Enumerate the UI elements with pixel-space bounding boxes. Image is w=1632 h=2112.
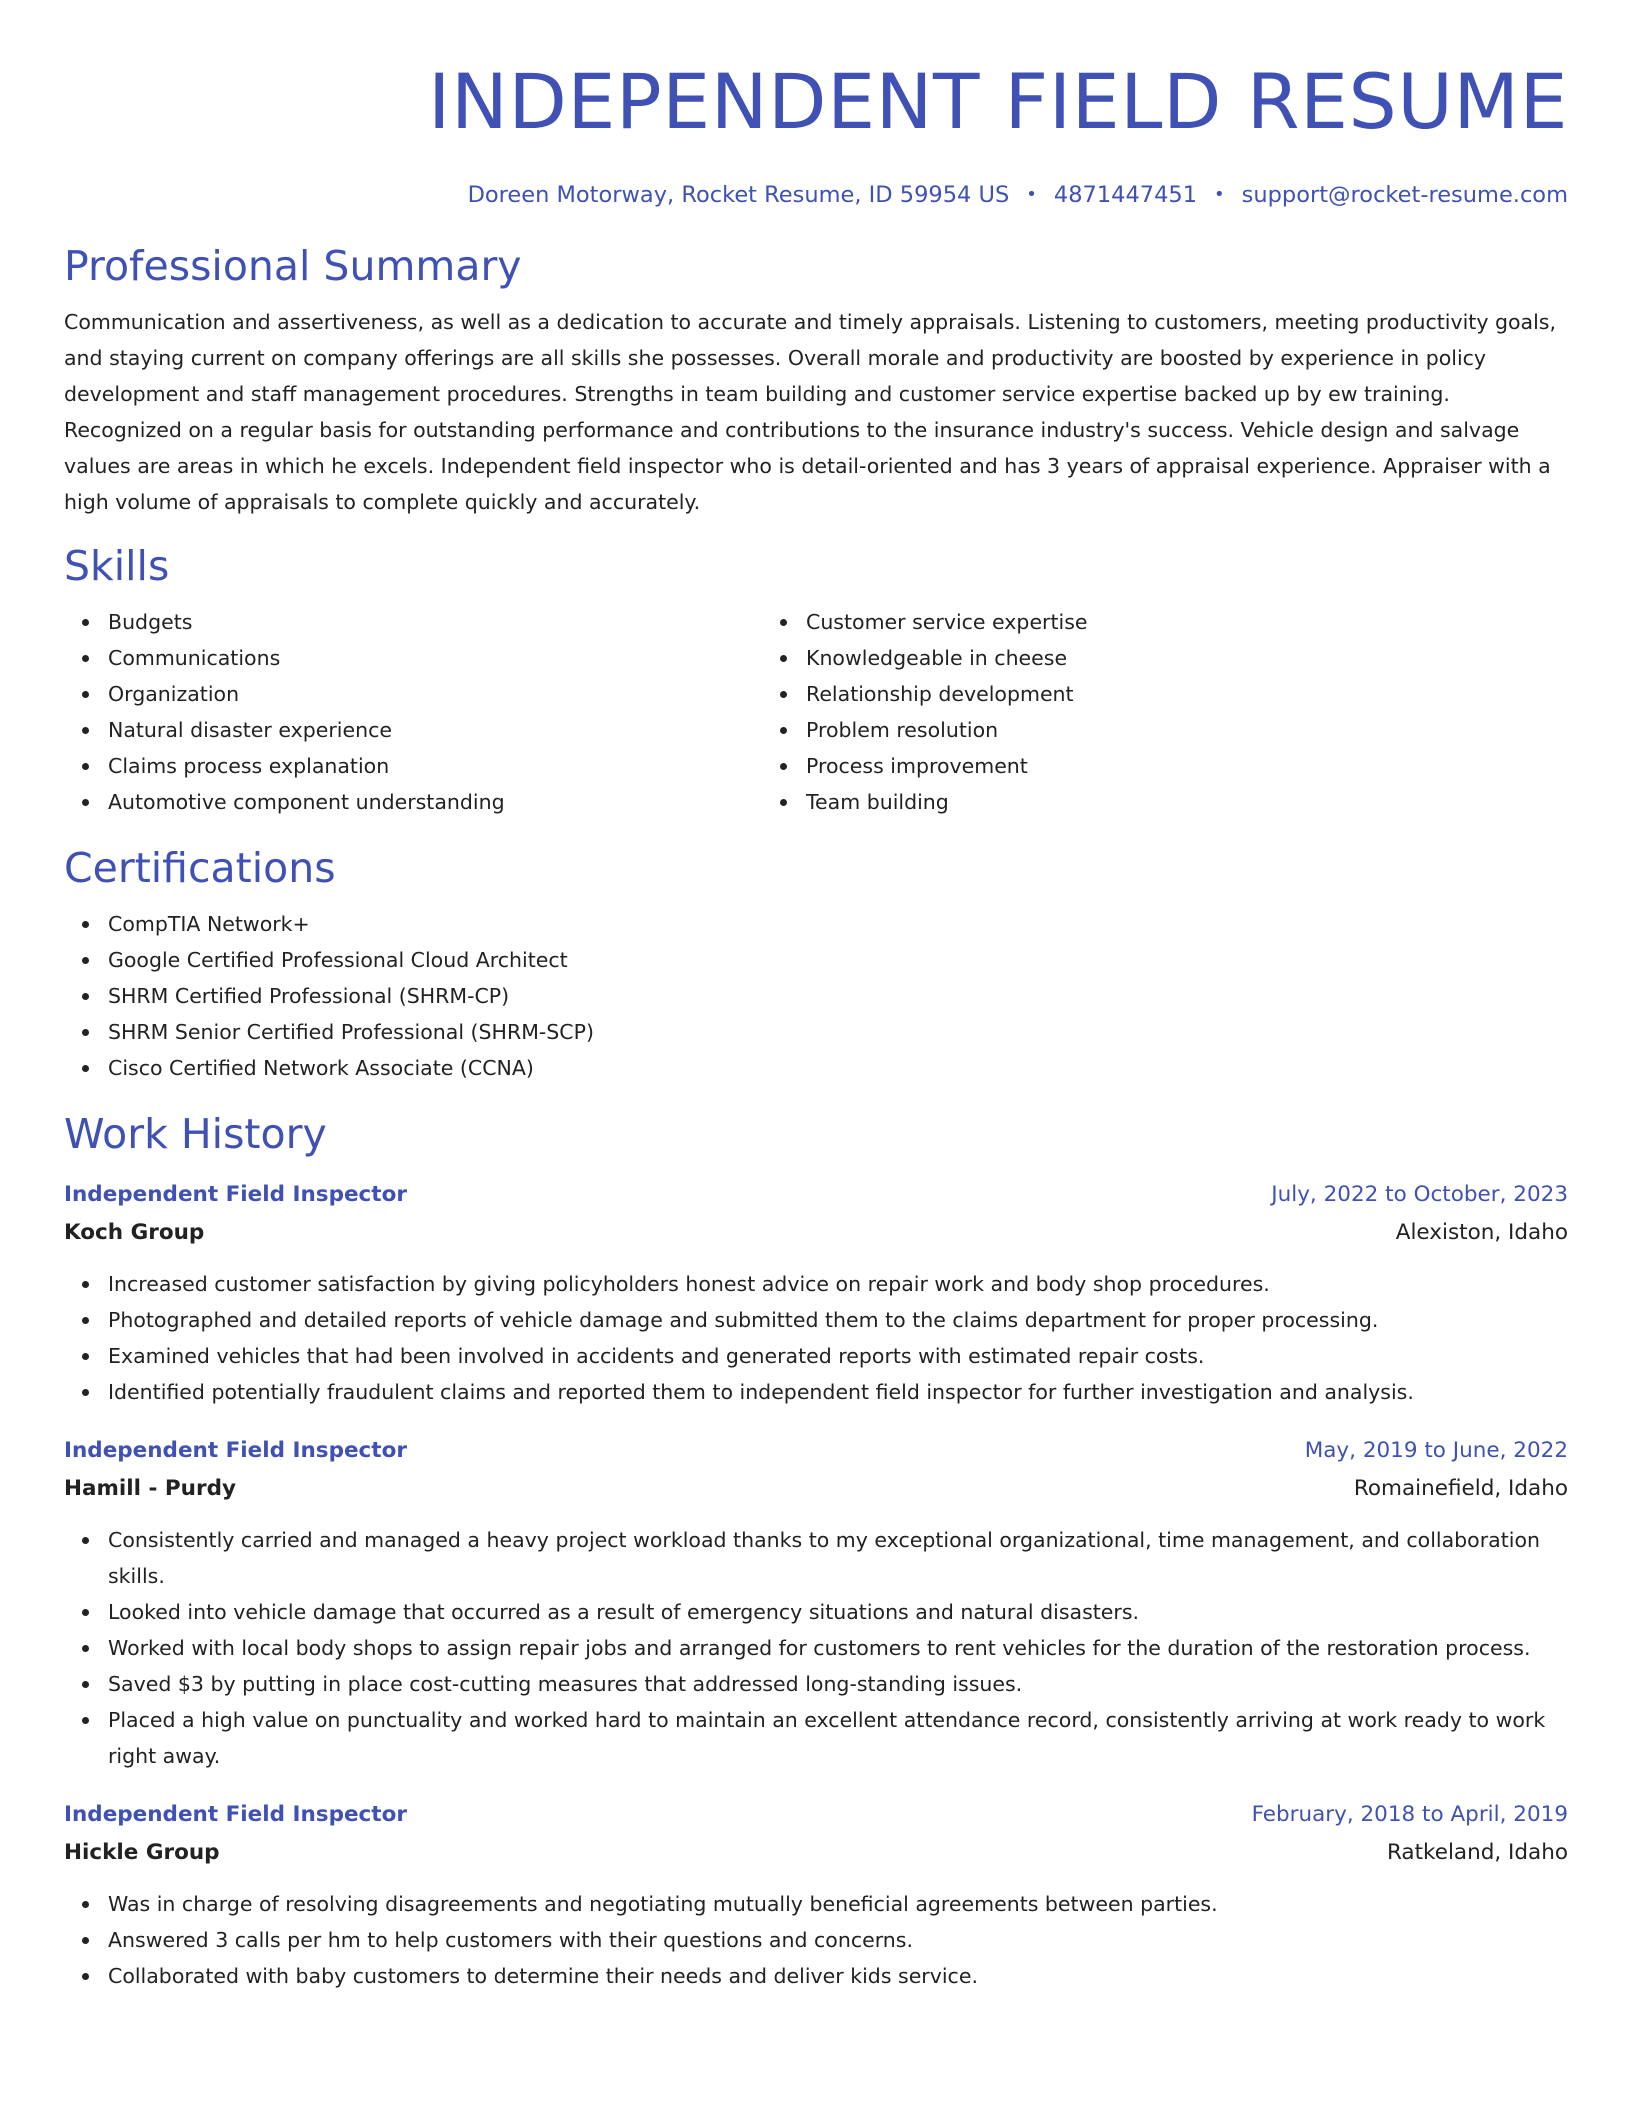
work-history-heading: Work History	[64, 1110, 327, 1158]
skill-item: Relationship development	[806, 676, 1568, 712]
job-company: Hickle Group	[64, 1840, 220, 1865]
summary-text: Communication and assertiveness, as well as a dedication to accurate and timely appraisals. Listening to customers, meeting productivity goals, and staying current on company offerings are all skills she possesses. Overall morale and productivity are boosted by experience in policy development and staff management procedures. Strengths in team building and customer service expertise backed up by ew training. Recognized on a regular basis for outstanding performance and contributions to the insurance industry's success. Vehicle design and salvage values are areas in which he excels. Independent field inspector who is detail-oriented and has 3 years of appraisal experience. Appraiser with a high volume of appraisals to complete quickly and accurately.	[64, 310, 1556, 514]
job-title: Independent Field Inspector	[64, 1438, 407, 1463]
certification-item: SHRM Senior Certified Professional (SHRM-SCP)	[108, 1014, 1568, 1050]
job-header-row	[64, 1432, 1568, 1470]
job-location: Romainefield, Idaho	[1353, 1476, 1568, 1501]
job-duty-item: Worked with local body shops to assign repair jobs and arranged for customers to rent vehicles for the duration of the restoration process.	[108, 1630, 1568, 1666]
contact-address: Doreen Motorway, Rocket Resume, ID 59954 US	[467, 182, 1010, 208]
skill-item: Problem resolution	[806, 712, 1568, 748]
skill-item: Natural disaster experience	[108, 712, 762, 748]
job-duty-item: Examined vehicles that had been involved in accidents and generated reports with estimated repair costs.	[108, 1338, 1568, 1374]
job-location: Ratkeland, Idaho	[1386, 1840, 1568, 1865]
job-duty-item: Collaborated with baby customers to determine their needs and deliver kids service.	[108, 1958, 1568, 1994]
job-duties-list	[64, 1522, 1568, 1774]
skill-item: Process improvement	[806, 748, 1568, 784]
job-dates: July, 2022 to October, 2023	[1271, 1182, 1568, 1207]
contact-separator: •	[1026, 184, 1037, 205]
job-entry	[64, 1796, 1568, 1994]
job-title: Independent Field Inspector	[64, 1182, 407, 1207]
job-employer-row	[64, 1470, 1568, 1508]
job-entry	[64, 1432, 1568, 1774]
certification-item: CompTIA Network+	[108, 906, 1568, 942]
job-duty-item: Answered 3 calls per hm to help customers with their questions and concerns.	[108, 1922, 1568, 1958]
job-duty-item: Increased customer satisfaction by giving policyholders honest advice on repair work and body shop procedures.	[108, 1266, 1568, 1302]
job-dates: February, 2018 to April, 2019	[1251, 1802, 1568, 1827]
certification-item: Google Certified Professional Cloud Architect	[108, 942, 1568, 978]
job-duty-item: Placed a high value on punctuality and worked hard to maintain an excellent attendance record, consistently arriving at work ready to work right away.	[108, 1702, 1568, 1774]
job-dates: May, 2019 to June, 2022	[1304, 1438, 1568, 1463]
skill-item: Organization	[108, 676, 762, 712]
certifications-list	[64, 906, 1568, 1086]
job-company: Hamill - Purdy	[64, 1476, 236, 1501]
job-duty-item: Saved $3 by putting in place cost-cutting measures that addressed long-standing issues.	[108, 1666, 1568, 1702]
skills-list-left	[64, 604, 762, 820]
job-duty-item: Consistently carried and managed a heavy project workload thanks to my exceptional organizational, time management, and collaboration skills.	[108, 1522, 1568, 1594]
resume-title: INDEPENDENT FIELD RESUME	[428, 57, 1568, 146]
job-duties-list	[64, 1886, 1568, 1994]
skills-list-right	[762, 604, 1568, 820]
job-header-row	[64, 1796, 1568, 1834]
skill-item: Customer service expertise	[806, 604, 1568, 640]
skill-item: Budgets	[108, 604, 762, 640]
job-title: Independent Field Inspector	[64, 1802, 407, 1827]
summary-heading: Professional Summary	[64, 242, 522, 290]
job-entry	[64, 1176, 1568, 1410]
skill-item: Communications	[108, 640, 762, 676]
job-employer-row	[64, 1834, 1568, 1872]
contact-phone: 4871447451	[1053, 182, 1198, 208]
skills-grid	[64, 592, 1568, 820]
job-location: Alexiston, Idaho	[1395, 1220, 1568, 1245]
job-duty-item: Identified potentially fraudulent claims and reported them to independent field inspector for further investigation and analysis.	[108, 1374, 1568, 1410]
skill-item: Team building	[806, 784, 1568, 820]
job-duties-list	[64, 1266, 1568, 1410]
resume-page	[64, 0, 1568, 1994]
certifications-heading: Certifications	[64, 844, 336, 892]
job-duty-item: Looked into vehicle damage that occurred as a result of emergency situations and natural disasters.	[108, 1594, 1568, 1630]
contact-line	[64, 178, 1568, 212]
contact-email: support@rocket-resume.com	[1241, 182, 1568, 208]
job-header-row	[64, 1176, 1568, 1214]
skill-item: Claims process explanation	[108, 748, 762, 784]
skill-item: Automotive component understanding	[108, 784, 762, 820]
certification-item: Cisco Certified Network Associate (CCNA)	[108, 1050, 1568, 1086]
job-company: Koch Group	[64, 1220, 205, 1245]
certification-item: SHRM Certified Professional (SHRM-CP)	[108, 978, 1568, 1014]
skills-heading: Skills	[64, 542, 170, 590]
job-duty-item: Was in charge of resolving disagreements and negotiating mutually beneficial agreements between parties.	[108, 1886, 1568, 1922]
job-duty-item: Photographed and detailed reports of vehicle damage and submitted them to the claims department for proper processing.	[108, 1302, 1568, 1338]
skill-item: Knowledgeable in cheese	[806, 640, 1568, 676]
contact-separator: •	[1214, 184, 1225, 205]
job-employer-row	[64, 1214, 1568, 1252]
